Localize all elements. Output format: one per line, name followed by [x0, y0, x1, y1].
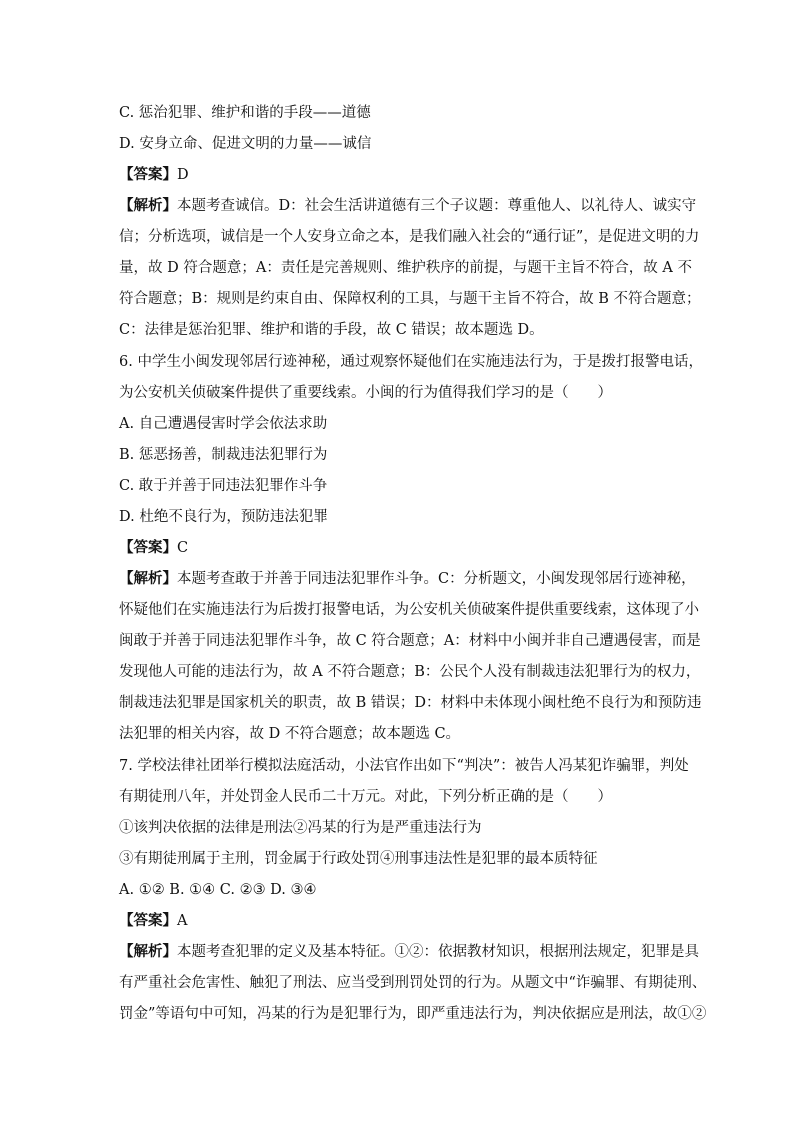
q5-analysis-line-4: 符合题意；B：规则是约束自由、保障权利的工具，与题干主旨不符合，故 B 不符合题意； [119, 291, 701, 307]
q7-stem-line-2: 有期徒刑八年，并处罚金人民币二十万元。对此，下列分析正确的是（ ） [119, 789, 612, 805]
analysis-tag: 【解析】 [119, 943, 177, 960]
analysis-text: 本题考查敢于并善于同违法犯罪作斗争。C：分析题文，小闽发现邻居行迹神秘， [177, 571, 696, 587]
q6-analysis-line-3: 闽敢于并善于同违法犯罪作斗争，故 C 符合题意；A：材料中小闽并非自己遭遇侵害，而是 [119, 633, 701, 649]
q6-analysis-line-1 [119, 569, 696, 589]
q7-analysis-line-3: 罚金”等语句中可知，冯某的行为是犯罪行为，即严重违法行为，判决依据应是刑法，故①② [119, 1006, 707, 1022]
answer-tag: 【答案】 [119, 166, 177, 183]
q7-analysis-line-1 [119, 942, 699, 962]
analysis-tag: 【解析】 [119, 570, 177, 587]
q6-analysis-line-6: 法犯罪的相关内容，故 D 不符合题意；故本题选 C。 [119, 726, 461, 742]
q7-choices: A. ①② B. ①④ C. ②③ D. ③④ [119, 882, 317, 898]
q6-stem-line-2: 为公安机关侦破案件提供了重要线索。小闽的行为值得我们学习的是（ ） [119, 385, 612, 401]
q5-analysis-line-2: 信；分析选项，诚信是一个人安身立命之本，是我们融入社会的“通行证”，是促进文明的力 [119, 229, 700, 245]
q5-analysis-line-3: 量，故 D 符合题意；A：责任是完善规则、维护秩序的前提，与题干主旨不符合，故 A 不 [119, 260, 693, 276]
answer-tag: 【答案】 [119, 912, 177, 929]
q5-option-d: D. 安身立命、促进文明的力量——诚信 [119, 136, 372, 152]
q5-answer [119, 165, 189, 185]
q6-option-b: B. 惩恶扬善，制裁违法犯罪行为 [119, 447, 328, 463]
q6-analysis-line-2: 怀疑他们在实施违法行为后拨打报警电话，为公安机关侦破案件提供重要线索，这体现了小 [119, 602, 699, 618]
q6-option-a: A. 自己遭遇侵害时学会依法求助 [119, 416, 328, 432]
q5-analysis-line-5: C：法律是惩治犯罪、维护和谐的手段，故 C 错误；故本题选 D。 [119, 322, 544, 338]
q7-statements-line-2: ③有期徒刑属于主刑，罚金属于行政处罚④刑事违法性是犯罪的最本质特征 [119, 851, 598, 867]
q7-analysis-line-2: 有严重社会危害性、触犯了刑法、应当受到刑罚处罚的行为。从题文中“诈骗罪、有期徒刑、 [119, 975, 707, 991]
analysis-tag: 【解析】 [119, 197, 177, 214]
q7-answer [119, 911, 187, 931]
q6-stem-line-1: 6. 中学生小闽发现邻居行迹神秘，通过观察怀疑他们在实施违法行为，于是拨打报警电话， [119, 354, 703, 370]
q7-stem-line-1: 7. 学校法律社团举行模拟法庭活动，小法官作出如下“判决”：被告人冯某犯诈骗罪，判处 [119, 758, 689, 774]
q6-option-d: D. 杜绝不良行为，预防违法犯罪 [119, 509, 328, 525]
analysis-text: 本题考查犯罪的定义及基本特征。①②：依据教材知识，根据刑法规定，犯罪是具 [177, 944, 699, 960]
q5-option-c: C. 惩治犯罪、维护和谐的手段——道德 [119, 105, 371, 121]
q6-answer [119, 538, 188, 558]
answer-value: C [177, 540, 189, 556]
q6-option-c: C. 敢于并善于同违法犯罪作斗争 [119, 478, 328, 494]
q6-analysis-line-4: 发现他人可能的违法行为，故 A 不符合题意；B：公民个人没有制裁违法犯罪行为的权力， [119, 664, 701, 680]
answer-tag: 【答案】 [119, 539, 177, 556]
q5-analysis-line-1 [119, 196, 696, 216]
q6-analysis-line-5: 制裁违法犯罪是国家机关的职责，故 B 错误；D：材料中未体现小闽杜绝不良行为和预防违 [119, 695, 702, 711]
analysis-text: 本题考查诚信。D：社会生活讲道德有三个子议题：尊重他人、以礼待人、诚实守 [177, 198, 697, 214]
answer-value: A [177, 913, 188, 929]
q7-statements-line-1: ①该判决依据的法律是刑法②冯某的行为是严重违法行为 [119, 820, 482, 836]
answer-value: D [177, 167, 189, 183]
